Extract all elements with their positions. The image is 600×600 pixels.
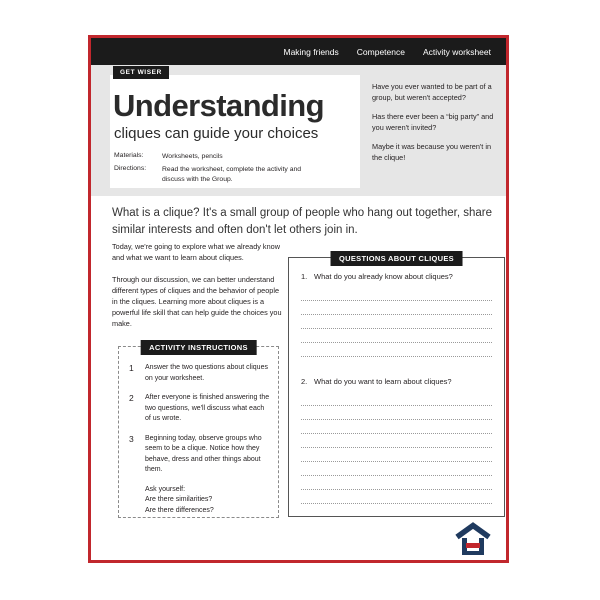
house-h-logo-icon bbox=[454, 522, 492, 558]
ask-line: Are there similarities? bbox=[145, 496, 213, 504]
answer-line bbox=[301, 448, 492, 462]
step-text: After everyone is finished answering the two questions, we'll discuss what each of us wrote. bbox=[145, 394, 270, 422]
nav-item-competence[interactable]: Competence bbox=[356, 46, 405, 57]
answer-line bbox=[301, 287, 492, 301]
answer-line bbox=[301, 329, 492, 343]
answer-line bbox=[301, 476, 492, 490]
step-number: 2 bbox=[129, 393, 134, 403]
materials-value: Worksheets, pencils bbox=[162, 153, 223, 160]
step-text: Answer the two questions about cliques on your worksheet. bbox=[145, 364, 268, 382]
title-card bbox=[110, 75, 360, 188]
question-number: 2. bbox=[301, 377, 308, 386]
side-note: Maybe it was because you weren't in the clique! bbox=[372, 142, 492, 162]
materials-row bbox=[114, 152, 360, 162]
nav-item-activity-worksheet[interactable]: Activity worksheet bbox=[422, 46, 491, 57]
left-paragraph: Through our discussion, we can better understand different types of cliques and the behavior of people in the cliques. Learning more about cliques is a powerful life skill that can help guide the choices you make. bbox=[112, 274, 282, 328]
step-number: 1 bbox=[129, 363, 134, 373]
answer-line bbox=[301, 315, 492, 329]
answer-line bbox=[301, 420, 492, 434]
activity-instructions-title: ACTIVITY INSTRUCTIONS bbox=[140, 340, 257, 355]
question-2-answer-lines bbox=[301, 392, 492, 504]
left-column bbox=[112, 242, 282, 341]
question-text: What do you want to learn about cliques? bbox=[314, 377, 452, 386]
side-note: Have you ever wanted to be part of a group, but weren't accepted? bbox=[372, 82, 492, 102]
header-band bbox=[91, 65, 506, 196]
directions-label: Directions: bbox=[114, 165, 147, 173]
ask-yourself-block bbox=[119, 485, 278, 518]
activity-step bbox=[129, 434, 270, 476]
questions-box-title: QUESTIONS ABOUT CLIQUES bbox=[330, 251, 463, 266]
get-wiser-badge: GET WISER bbox=[113, 66, 169, 79]
nav-item-making-friends[interactable]: Making friends bbox=[283, 46, 339, 57]
answer-line bbox=[301, 301, 492, 315]
side-note: Has there ever been a “big party” and you weren't invited? bbox=[372, 112, 494, 132]
questions-content bbox=[289, 258, 504, 504]
step-number: 3 bbox=[129, 433, 134, 444]
answer-line bbox=[301, 343, 492, 357]
activity-step bbox=[129, 393, 270, 425]
ask-line: Ask yourself: bbox=[145, 485, 186, 493]
side-notes bbox=[372, 82, 500, 172]
answer-line bbox=[301, 490, 492, 504]
question-number: 1. bbox=[301, 272, 308, 281]
question-text: What do you already know about cliques? bbox=[314, 272, 453, 281]
answer-line bbox=[301, 392, 492, 406]
step-text: Beginning today, observe groups who seem to be a clique. Notice how they behave, dress and other things about them. bbox=[145, 434, 262, 473]
question-1-label bbox=[301, 272, 492, 281]
top-nav-bar bbox=[91, 38, 506, 65]
answer-line bbox=[301, 462, 492, 476]
page-title: Understanding bbox=[113, 88, 324, 123]
directions-row bbox=[114, 165, 360, 185]
left-paragraph: Today, we're going to explore what we already know and what we want to learn about cliques. bbox=[112, 242, 280, 262]
activity-steps bbox=[119, 347, 278, 476]
question-1-answer-lines bbox=[301, 287, 492, 357]
activity-step bbox=[129, 363, 270, 384]
answer-line bbox=[301, 434, 492, 448]
activity-instructions-box bbox=[118, 343, 279, 518]
meta-block bbox=[114, 152, 360, 186]
question-2-label bbox=[301, 377, 492, 386]
answer-line bbox=[301, 406, 492, 420]
questions-about-cliques-box bbox=[288, 254, 505, 517]
materials-label: Materials: bbox=[114, 152, 144, 159]
worksheet-page bbox=[88, 35, 509, 563]
intro-paragraph: What is a clique? It's a small group of people who hang out together, share similar interests and often don't let others join in. bbox=[112, 207, 493, 236]
page-subtitle: cliques can guide your choices bbox=[114, 125, 319, 142]
directions-value: Read the worksheet, complete the activity and discuss with the Group. bbox=[162, 166, 302, 184]
ask-line: Are there differences? bbox=[145, 507, 214, 515]
